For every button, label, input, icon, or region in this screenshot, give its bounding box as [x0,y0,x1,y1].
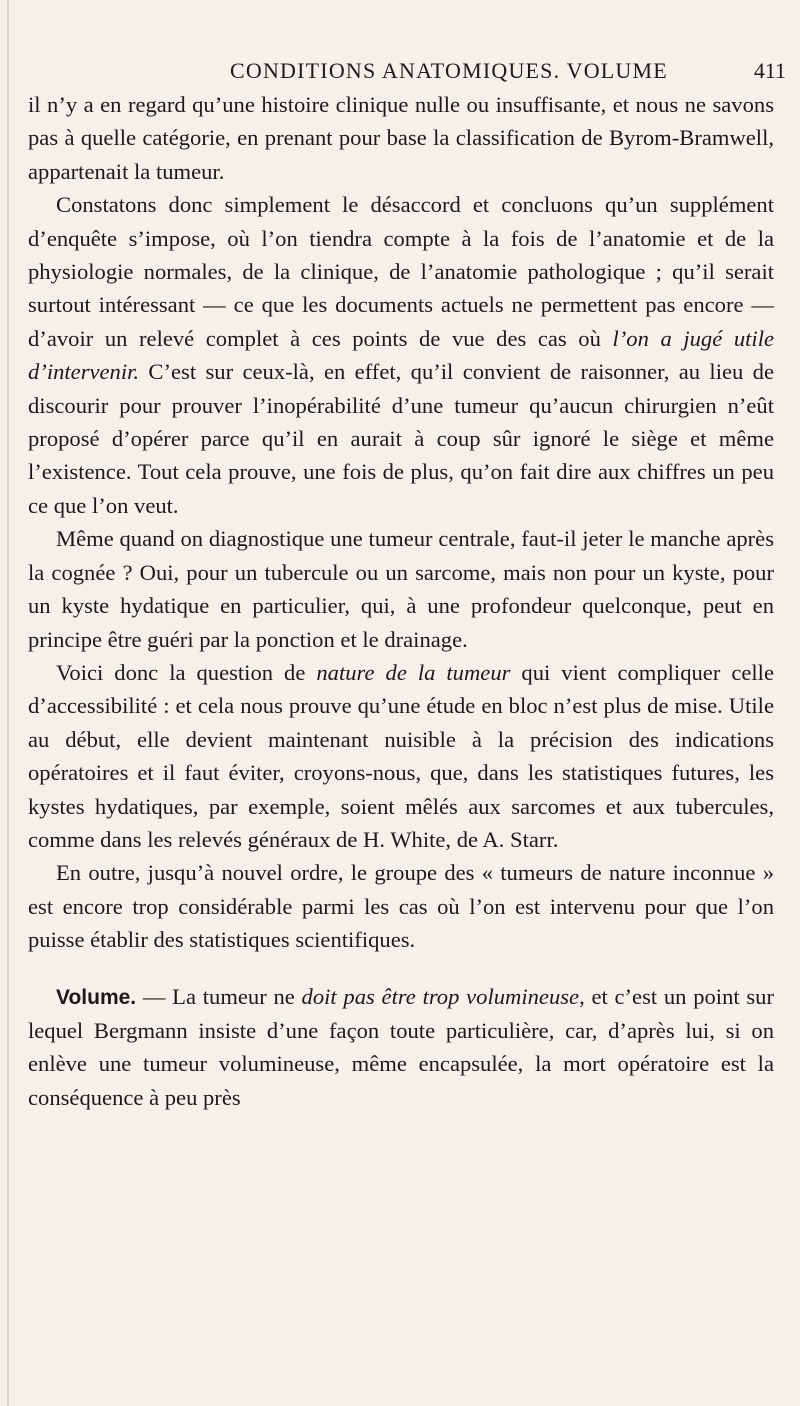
paragraph-1: il n’y a en regard qu’une histoire clinique nulle ou insuffisante, et nous ne savons pas à quelle catégorie, en prenant pour base la classification de Byrom-Bramwell, appartenait la tumeur. [28,92,774,184]
italic-phrase: l’on a jugé utile d’intervenir. [28,325,774,385]
paragraph-2: Constatons donc simplement le désaccord et concluons qu’un supplément d’enquête s’impose, où l’on tiendra compte à la fois de l’anatomie et de la physiologie normales, de la clinique, de l’anatomie pathologique ; qu’il serait surtout intéressant — ce que les documents actuels ne permettent pas encore — d’avoir un relevé complet à ces points de vue des cas où l’on a jugé utile d’intervenir. C’est sur ceux-là, en effet, qu’il convient de raisonner, au lieu de discourir pour prouver l’inopérabilité d’une tumeur qu’aucun chirurgien n’eût proposé d’opérer parce qu’il en aurait à coup sûr ignoré le siège et même l’existence. Tout cela prouve, une fois de plus, qu’on fait dire aux chiffres un peu ce que l’on veut. [28,192,774,518]
paragraph-3: Même quand on diagnostique une tumeur centrale, faut-il jeter le manche après la cognée ? Oui, pour un tubercule ou un sarcome, mais non pour un kyste, pour un kyste hydatique en particulier, qui, à une profondeur quelconque, peut en principe être guéri par la ponction et le drainage. [28,526,774,652]
page-number: 411 [753,58,786,83]
italic-phrase: nature de la tumeur [316,659,511,685]
section-title: Volume. [56,985,137,1009]
paragraph-6: Volume. — La tumeur ne doit pas être trop volumineuse, et c’est un point sur lequel Bergmann insiste d’une façon toute particulière, car, d’après lui, si on enlève une tumeur volumineuse, même encapsulée, la mort opératoire est la conséquence à peu près [28,983,775,1110]
running-title: CONDITIONS ANATOMIQUES. VOLUME [230,58,668,83]
section-gap [28,957,774,980]
body-text [28,88,774,1114]
paragraph-5: En outre, jusqu’à nouvel ordre, le groupe des « tumeurs de nature inconnue » est encore trop considérable parmi les cas où l’on est intervenu pour que l’on puisse établir des statistiques scientifiques. [28,860,774,953]
page-edge-shadow [7,0,9,1406]
page-header [150,58,798,92]
italic-phrase: doit pas être trop volumineuse [301,983,580,1009]
paragraph-4: Voici donc la question de nature de la tumeur qui vient compliquer celle d’accessibilité : et cela nous prouve qu’une étude en bloc n’est plus de mise. Utile au début, elle devient maintenant nuisible à la précision des indications opératoires et il faut éviter, croyons-nous, que, dans les statistiques futures, les kystes hydatiques, par exemple, soient mêlés aux sarcomes et aux tubercules, comme dans les relevés généraux de H. White, de A. Starr. [28,659,774,852]
